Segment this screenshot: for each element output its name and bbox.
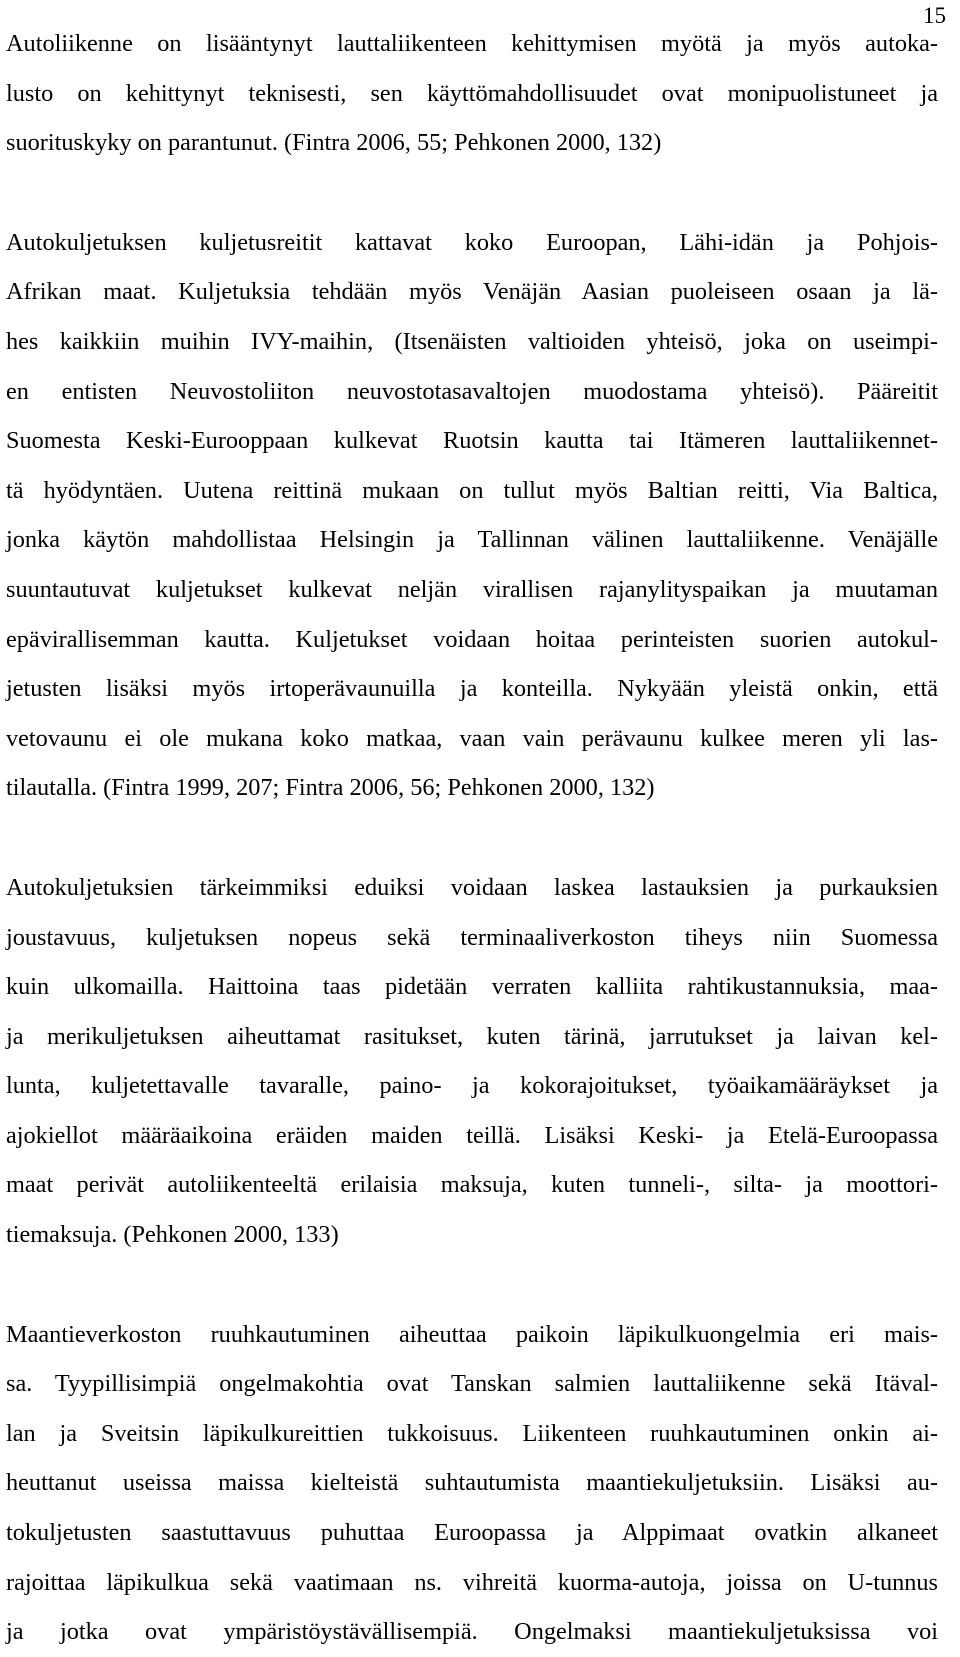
text-line: rajoittaa läpikulkua sekä vaatimaan ns. vihreitä kuorma-autoja, joissa on U-tunnus <box>6 1568 938 1596</box>
text-line: en entisten Neuvostoliiton neuvostotasavaltojen muodostama yhteisö). Pääreitit <box>6 377 938 405</box>
paragraph-1 <box>6 19 938 168</box>
text-line: heuttanut useissa maissa kielteistä suhtautumista maantiekuljetuksiin. Lisäksi au- <box>6 1469 938 1497</box>
text-line: jetusten lisäksi myös irtoperävaunuilla ja konteilla. Nykyään yleistä onkin, että <box>6 675 938 703</box>
text-line: Autokuljetuksien tärkeimmiksi eduiksi voidaan laskea lastauksien ja purkauksien <box>6 873 938 901</box>
document-body <box>6 19 938 1657</box>
text-line: epävirallisemman kautta. Kuljetukset voidaan hoitaa perinteisten suorien autokul- <box>6 625 938 653</box>
paragraph-gap <box>6 168 938 218</box>
text-line: lunta, kuljetettavalle tavaralle, paino- ja kokorajoitukset, työaikamääräykset ja <box>6 1072 938 1100</box>
text-line: Autoliikenne on lisääntynyt lauttaliikenteen kehittymisen myötä ja myös autoka- <box>6 30 938 57</box>
text-line: vetovaunu ei ole mukana koko matkaa, vaan vain perävaunu kulkee meren yli las- <box>6 724 938 752</box>
text-line: Maantieverkoston ruuhkautuminen aiheuttaa paikoin läpikulkuongelmia eri mais- <box>6 1320 938 1348</box>
text-line: joustavuus, kuljetuksen nopeus sekä terminaaliverkoston tiheys niin Suomessa <box>6 923 938 951</box>
text-line: kuin ulkomailla. Haittoina taas pidetään verraten kalliita rahtikustannuksia, maa- <box>6 973 938 1001</box>
text-line: ajokiellot määräaikoina eräiden maiden teillä. Lisäksi Keski- ja Etelä-Euroopassa <box>6 1121 938 1149</box>
text-line: tiemaksuja. (Pehkonen 2000, 133) <box>6 1221 339 1249</box>
text-line: Autokuljetuksen kuljetusreitit kattavat koko Euroopan, Lähi-idän ja Pohjois- <box>6 228 938 256</box>
page-number: 15 <box>923 3 946 28</box>
text-line: Suomesta Keski-Eurooppaan kulkevat Ruotsin kautta tai Itämeren lauttaliikennet- <box>6 427 938 455</box>
paragraph-2 <box>6 218 938 813</box>
text-line: Afrikan maat. Kuljetuksia tehdään myös Venäjän Aasian puoleiseen osaan ja lä- <box>6 278 938 306</box>
text-line: ja jotka ovat ympäristöystävällisempiä. Ongelmaksi maantiekuljetuksissa voi <box>6 1618 938 1646</box>
text-line: tilautalla. (Fintra 1999, 207; Fintra 2006, 56; Pehkonen 2000, 132) <box>6 774 655 802</box>
text-line: lusto on kehittynyt teknisesti, sen käyttömahdollisuudet ovat monipuolistuneet ja <box>6 79 938 107</box>
text-line: suorituskyky on parantunut. (Fintra 2006, 55; Pehkonen 2000, 132) <box>6 129 662 157</box>
text-line: hes kaikkiin muihin IVY-maihin, (Itsenäisten valtioiden yhteisö, joka on useimpi- <box>6 327 938 355</box>
text-line: suuntautuvat kuljetukset kulkevat neljän virallisen rajanylityspaikan ja muutaman <box>6 575 938 603</box>
text-line: sa. Tyypillisimpiä ongelmakohtia ovat Tanskan salmien lauttaliikenne sekä Itäval- <box>6 1370 938 1398</box>
paragraph-3 <box>6 863 938 1260</box>
text-line: jonka käytön mahdollistaa Helsingin ja Tallinnan välinen lauttaliikenne. Venäjälle <box>6 526 938 554</box>
text-line: tokuljetusten saastuttavuus puhuttaa Euroopassa ja Alppimaat ovatkin alkaneet <box>6 1519 938 1547</box>
paragraph-gap <box>6 1260 938 1310</box>
paragraph-4 <box>6 1310 938 1657</box>
text-line: maat perivät autoliikenteeltä erilaisia maksuja, kuten tunneli-, silta- ja moottori- <box>6 1171 938 1199</box>
text-line: lan ja Sveitsin läpikulkureittien tukkoisuus. Liikenteen ruuhkautuminen onkin ai- <box>6 1419 938 1447</box>
text-line: tä hyödyntäen. Uutena reittinä mukaan on tullut myös Baltian reitti, Via Baltica, <box>6 476 938 504</box>
text-line: ja merikuljetuksen aiheuttamat rasitukset, kuten tärinä, jarrutukset ja laivan kel- <box>6 1022 938 1050</box>
paragraph-gap <box>6 813 938 863</box>
